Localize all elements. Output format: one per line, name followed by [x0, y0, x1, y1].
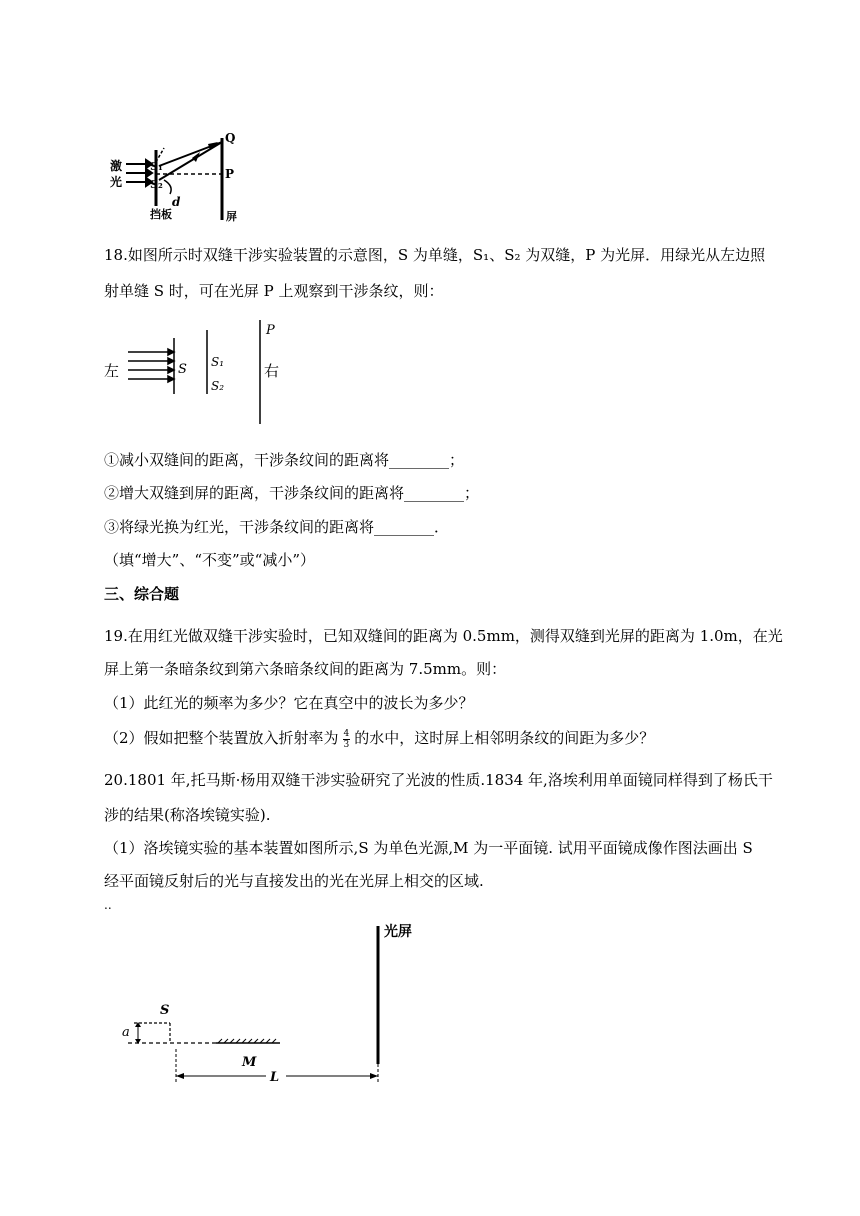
q19-part-2-after: 的水中，这时屏上相邻明条纹的间距为多少？: [354, 729, 655, 747]
q19-stem-line2: 屏上第一条暗条纹到第六条暗条纹间的距离为 7.5mm。则：: [104, 660, 507, 678]
fig20-label-screen: 光屏: [384, 924, 412, 940]
fraction-four-thirds: [343, 729, 351, 750]
fig18-label-s: S: [178, 362, 187, 377]
fig17-label-screen: 屏: [226, 210, 237, 223]
q19-part-2-before: （2）假如把整个装置放入折射率为: [104, 729, 339, 747]
q20-part-1-line2: 经平面镜反射后的光与直接发出的光在光屏上相交的区域.: [104, 872, 484, 890]
fig18-label-p: P: [266, 323, 275, 338]
fig17-label-s1: S₁: [150, 160, 163, 173]
fig17-label-laser-2: 光: [110, 175, 123, 189]
q19-part-2: [104, 728, 654, 750]
q19-part-1: （1）此红光的频率为多少？它在真空中的波长为多少？: [104, 694, 474, 712]
section-title: 三、综合题: [104, 585, 180, 603]
fig17-label-q: Q: [225, 131, 236, 145]
fig18-label-s2: S₂: [211, 379, 225, 393]
fraction-denominator: 3: [343, 739, 350, 750]
fig18-label-s1: S₁: [211, 355, 225, 369]
fig18-label-left: 左: [104, 362, 120, 380]
fig17-label-d: d: [172, 195, 181, 209]
q18-hint: （填“增大”、“不变”或“减小”）: [104, 551, 316, 569]
figure-q18-apparatus: [104, 318, 304, 428]
fig20-label-a: a: [122, 1025, 130, 1040]
q18-stem-line1: 18.如图所示时双缝干涉实验装置的示意图，S 为单缝，S₁、S₂ 为双缝，P 为光屏．用绿光从左边照: [104, 246, 766, 264]
fraction-numerator: 4: [343, 728, 350, 739]
q20-stem-line1: 20.1801 年,托马斯·杨用双缝干涉实验研究了光波的性质.1834 年,洛埃利用单面镜同样得到了杨氏干: [104, 771, 773, 789]
fig20-label-l: L: [270, 1070, 280, 1085]
fig18-label-right: 右: [264, 362, 280, 380]
fig17-label-laser-1: 激: [110, 159, 123, 173]
figure-q17-double-slit: [104, 128, 254, 228]
q18-stem-line2: 射单缝 S 时，可在光屏 P 上观察到干涉条纹，则：: [104, 282, 444, 300]
q18-item-3: ③将绿光换为红光，干涉条纹间的距离将________．: [104, 518, 450, 536]
fig17-label-p: P: [225, 167, 235, 181]
fig17-label-s2: S₂: [150, 178, 163, 191]
stray-dots: ..: [104, 898, 112, 912]
q20-part-1-line1: （1）洛埃镜实验的基本装置如图所示,S 为单色光源,M 为一平面镜. 试用平面镜成像作图法画出 S: [104, 839, 753, 857]
fig20-label-m: M: [242, 1055, 257, 1070]
q18-item-1: ①减小双缝间的距离，干涉条纹间的距离将________；: [104, 451, 465, 469]
fig20-label-s: S: [160, 1003, 170, 1018]
figure-q20-lloyd-mirror: [104, 914, 424, 1094]
q20-stem-line2: 涉的结果(称洛埃镜实验).: [104, 806, 271, 824]
fig17-label-baffle: 挡板: [150, 208, 172, 221]
q19-stem-line1: 19.在用红光做双缝干涉实验时，已知双缝间的距离为 0.5mm，测得双缝到光屏的距离为 1.0m，在光: [104, 627, 783, 645]
q18-item-2: ②增大双缝到屏的距离，干涉条纹间的距离将________；: [104, 484, 480, 502]
